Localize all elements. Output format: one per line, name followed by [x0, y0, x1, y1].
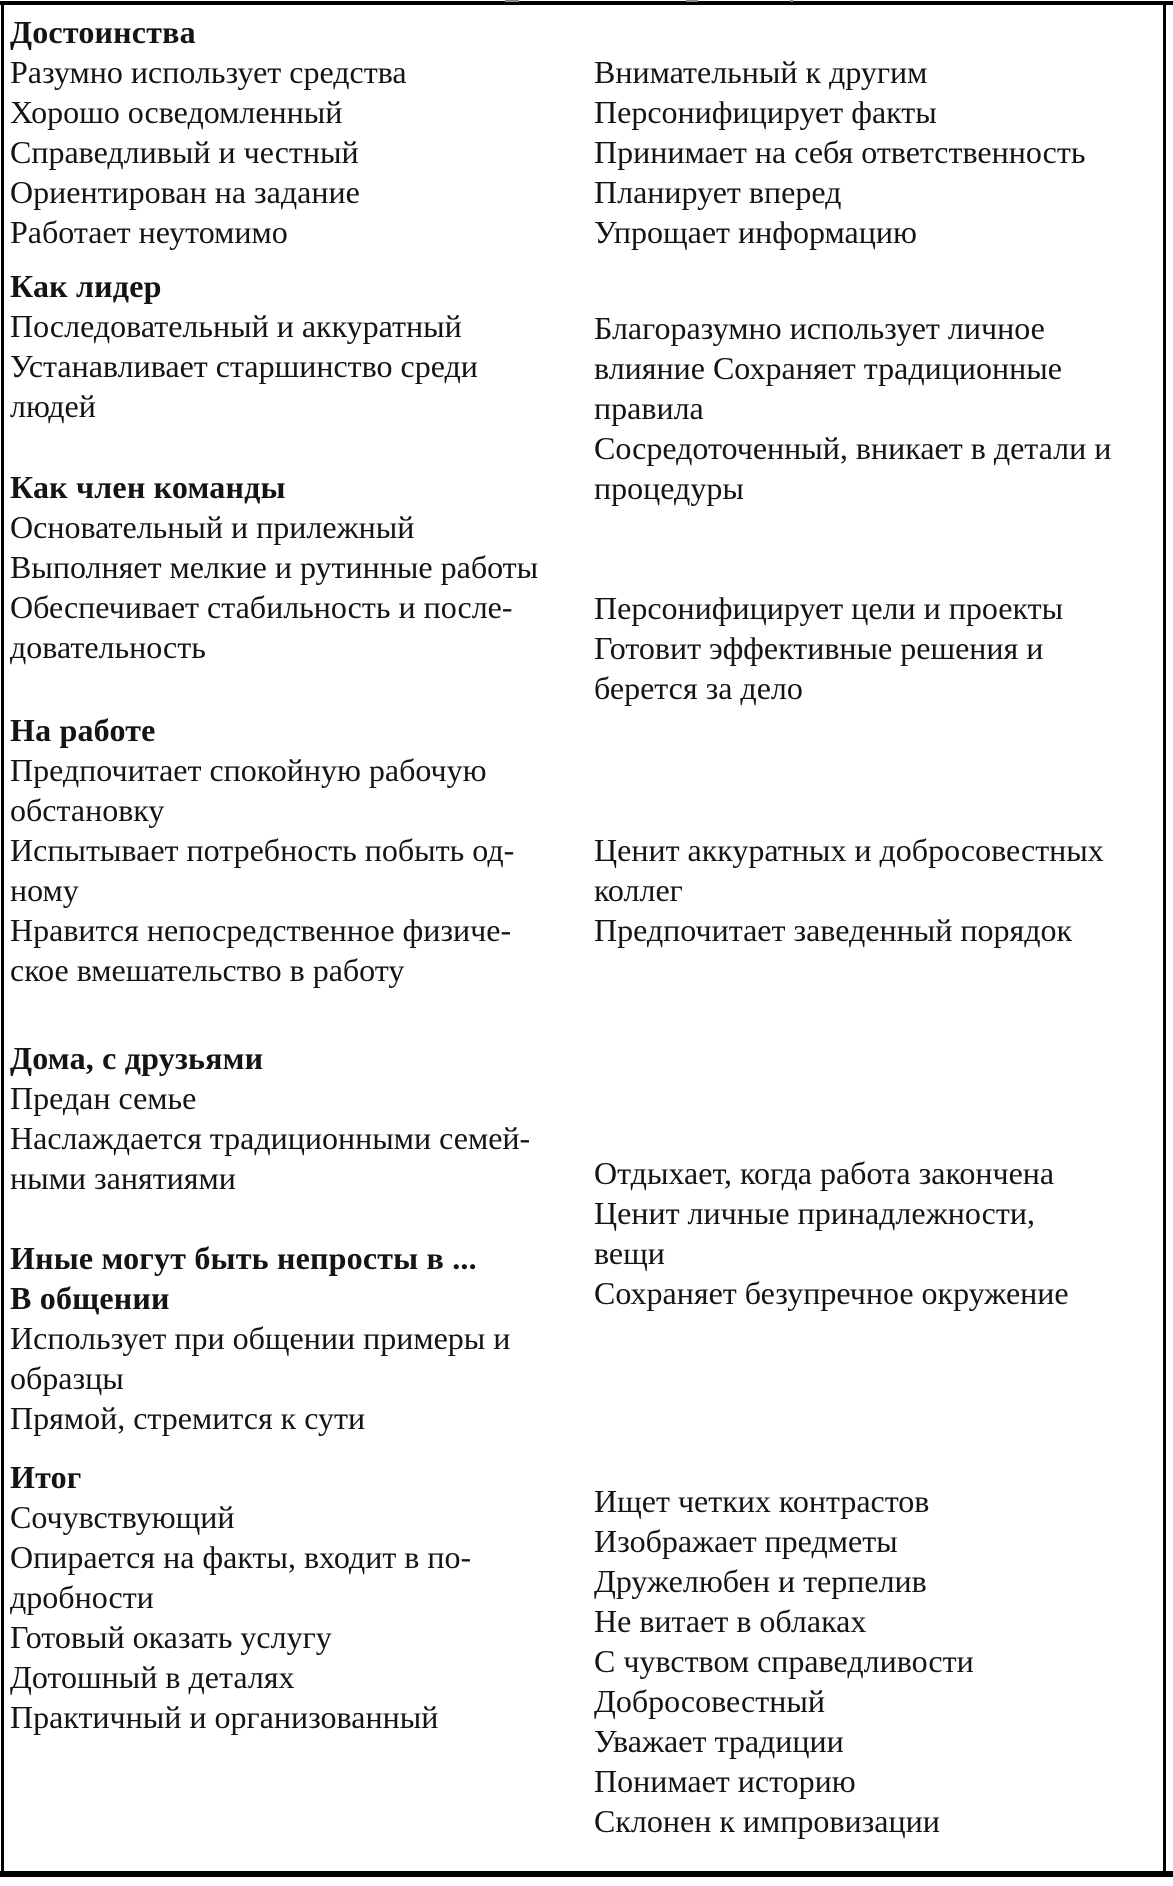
trait-line: людей — [10, 388, 96, 424]
trait-line: Внимательный к другим — [594, 54, 928, 90]
trait-line: Не витает в облаках — [594, 1603, 867, 1639]
trait-line: Выполняет мелкие и рутинные работы — [10, 549, 539, 585]
left-section-as-leader — [10, 266, 588, 426]
trait-line: Отдыхает, когда работа закончена — [594, 1155, 1055, 1191]
section-heading: Иные могут быть непросты в ... — [10, 1240, 477, 1276]
section-heading: На работе — [10, 712, 156, 748]
trait-line: Склонен к импровизации — [594, 1803, 940, 1839]
right-section-at-home — [594, 1153, 1164, 1313]
section-heading: Дома, с друзьями — [10, 1040, 264, 1076]
trait-line: Упрощает информацию — [594, 214, 917, 250]
trait-line: Ищет четких контрастов — [594, 1483, 930, 1519]
trait-line: Принимает на себя ответственность — [594, 134, 1086, 170]
trait-line: Использует при общении примеры и — [10, 1320, 511, 1356]
trait-line: Дружелюбен и терпелив — [594, 1563, 927, 1599]
trait-line: Предан семье — [10, 1080, 197, 1116]
trait-line: ское вмешательство в работу — [10, 952, 405, 988]
trait-line: Основательный и прилежный — [10, 509, 415, 545]
trait-line: Последовательный и аккуратный — [10, 308, 462, 344]
trait-line: Персонифицирует цели и проекты — [594, 590, 1064, 626]
trait-line: Хорошо осведомленный — [10, 94, 343, 130]
section-heading: Как лидер — [10, 268, 162, 304]
trait-line: ному — [10, 872, 79, 908]
trait-line: Готовит эффективные решения и — [594, 630, 1044, 666]
trait-line: Сочувствующий — [10, 1499, 235, 1535]
trait-line: Разумно использует средства — [10, 54, 407, 90]
left-section-at-home — [10, 1038, 588, 1198]
section-heading: В общении — [10, 1280, 170, 1316]
trait-line: Благоразумно использует личное — [594, 310, 1045, 346]
left-section-communication — [10, 1238, 588, 1438]
trait-line: Работает неутомимо — [10, 214, 288, 250]
section-heading: Достоинства — [10, 14, 196, 50]
trait-line: Планирует вперед — [594, 174, 842, 210]
trait-line: Ценит аккуратных и добросовестных — [594, 832, 1104, 868]
table-border-left — [1, 1, 4, 1875]
trait-line: Устанавливает старшинство среди — [10, 348, 478, 384]
trait-line: обстановку — [10, 792, 165, 828]
right-section-summary — [594, 1481, 1164, 1841]
right-section-team-member — [594, 588, 1164, 708]
trait-line: Добросовестный — [594, 1683, 825, 1719]
left-section-virtues — [10, 12, 588, 252]
trait-line: влияние Сохраняет традиционные — [594, 350, 1062, 386]
trait-line: Сосредоточенный, вникает в детали и — [594, 430, 1112, 466]
trait-line: С чувством справедливости — [594, 1643, 974, 1679]
right-section-as-leader — [594, 308, 1164, 508]
left-section-summary — [10, 1457, 588, 1737]
right-section-virtues — [594, 52, 1164, 252]
table-border-top — [0, 1, 1173, 5]
trait-line: Прямой, стремится к сути — [10, 1400, 366, 1436]
trait-line: коллег — [594, 872, 683, 908]
trait-line: ными занятиями — [10, 1160, 236, 1196]
trait-line: Ориентирован на задание — [10, 174, 360, 210]
right-section-at-work — [594, 830, 1164, 950]
trait-line: берется за дело — [594, 670, 803, 706]
scan-artifact — [790, 0, 793, 2]
trait-line: Практичный и организованный — [10, 1699, 439, 1735]
section-heading: Итог — [10, 1459, 82, 1495]
left-section-team-member — [10, 467, 588, 667]
section-heading: Как член команды — [10, 469, 286, 505]
trait-line: Нравится непосредственное физиче- — [10, 912, 512, 948]
trait-line: Персонифицирует факты — [594, 94, 937, 130]
trait-line: Ценит личные принадлежности, — [594, 1195, 1035, 1231]
trait-line: вещи — [594, 1235, 665, 1271]
trait-line: Готовый оказать услугу — [10, 1619, 332, 1655]
trait-line: процедуры — [594, 470, 744, 506]
trait-line: Предпочитает спокойную рабочую — [10, 752, 487, 788]
trait-line: Наслаждается традиционными семей- — [10, 1120, 531, 1156]
trait-line: образцы — [10, 1360, 124, 1396]
trait-line: Обеспечивает стабильность и после- — [10, 589, 513, 625]
trait-line: Понимает историю — [594, 1763, 856, 1799]
trait-line: Сохраняет безупречное окружение — [594, 1275, 1069, 1311]
trait-line: Справедливый и честный — [10, 134, 359, 170]
table-border-bottom — [0, 1871, 1173, 1877]
trait-line: Предпочитает заведенный порядок — [594, 912, 1073, 948]
scan-artifact — [686, 0, 698, 2]
scan-artifact — [505, 0, 519, 2]
trait-line: Уважает традиции — [594, 1723, 844, 1759]
trait-line: Дотошный в деталях — [10, 1659, 295, 1695]
trait-line: Опирается на факты, входит в по- — [10, 1539, 472, 1575]
trait-line: довательность — [10, 629, 206, 665]
trait-line: дробности — [10, 1579, 154, 1615]
trait-line: Испытывает потребность побыть од- — [10, 832, 515, 868]
trait-line: Изображает предметы — [594, 1523, 898, 1559]
trait-line: правила — [594, 390, 704, 426]
left-section-at-work — [10, 710, 588, 990]
